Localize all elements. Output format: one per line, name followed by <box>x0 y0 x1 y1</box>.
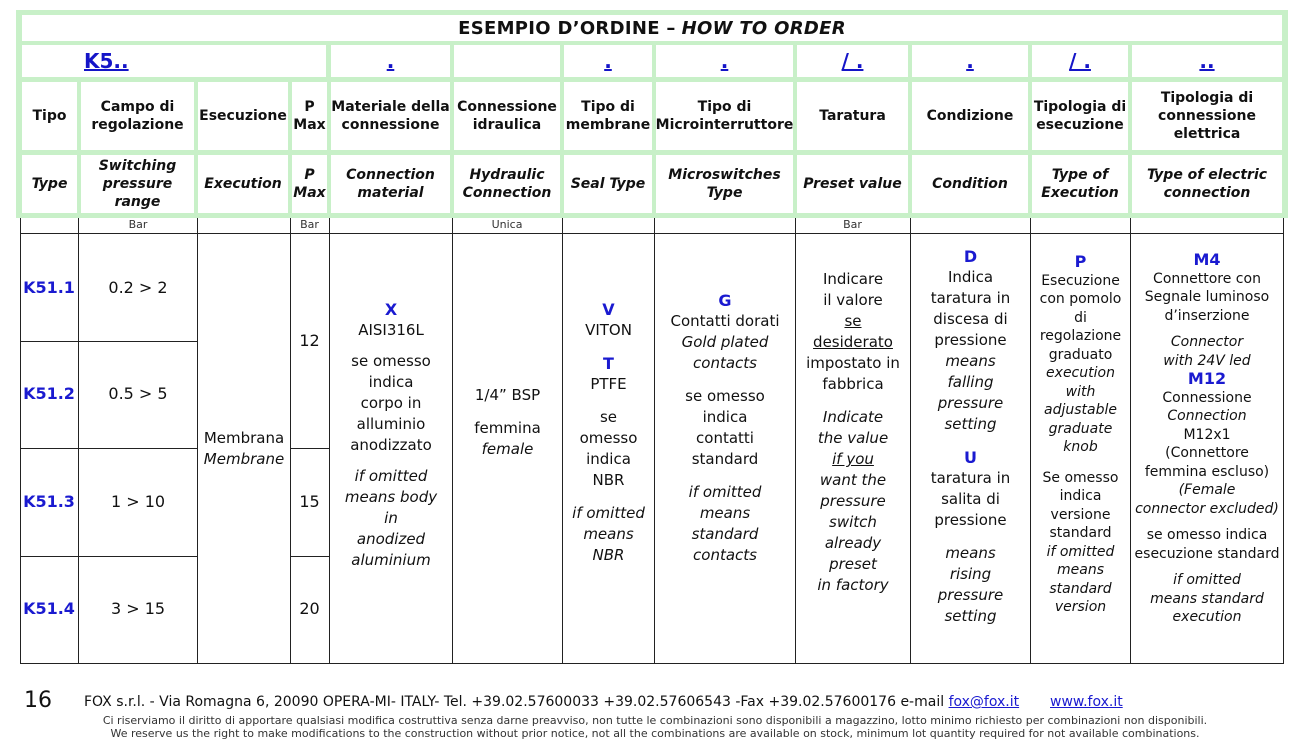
hdr-it-type: Tipo <box>22 82 77 150</box>
microswitch-cell: G Contatti dorati Gold plated contacts se omesso indica contatti standard if omitted means standard contacts <box>670 291 780 564</box>
unit-range: Bar <box>128 218 148 231</box>
code-electric: .. <box>1132 45 1282 77</box>
hdr-en-execution: Execution <box>198 155 288 213</box>
seal-cell: V VITON T PTFE se omesso indica NBR if omitted means NBR <box>572 300 645 564</box>
hdr-it-exec-type: Tipologia di esecuzione <box>1032 82 1128 150</box>
hdr-en-condition: Condition <box>912 155 1028 213</box>
unit-pmax: Bar <box>300 218 319 231</box>
title-it: ESEMPIO D’ORDINE – <box>458 17 676 39</box>
title-en: HOW TO ORDER <box>681 17 846 39</box>
hdr-en-pmax: P Max <box>292 155 327 213</box>
exec-type-cell: P Esecuzione con pomolo di regolazione graduato execution with adjustable graduate knob Se omesso indica versione standard if omitted means standard version <box>1039 252 1122 615</box>
page-title <box>22 15 1282 41</box>
contact-line: FOX s.r.l. - Via Romagna 6, 20090 OPERA-MI- ITALY- Tel. +39.02.57600033 +39.02.57606543 -Fax +39.02.57600176 e-mail fox@fox.it www.fox.it <box>84 694 1123 710</box>
row-type-1: K51.1 <box>23 278 75 297</box>
hdr-it-condition: Condizione <box>912 82 1028 150</box>
hdr-it-material: Materiale della connessione <box>331 82 450 150</box>
hdr-it-electric: Tipologia di connessione elettrica <box>1132 82 1282 150</box>
code-hydraulic <box>454 45 560 77</box>
hdr-it-execution: Esecuzione <box>198 82 288 150</box>
page-number: 16 <box>24 688 52 713</box>
code-condition: . <box>912 45 1028 77</box>
row-range-2: 0.5 > 5 <box>108 384 168 403</box>
code-microswitch: . <box>656 45 793 77</box>
hydraulic-cell: 1/4” BSP femmina female <box>474 386 541 458</box>
material-cell: X AISI316L se omesso indica corpo in alluminio anodizzato if omitted means body in anodized aluminium <box>344 300 438 569</box>
hdr-it-preset: Taratura <box>797 82 908 150</box>
code-preset: / . <box>797 45 908 77</box>
unit-preset: Bar <box>843 218 862 231</box>
code-seal: . <box>564 45 652 77</box>
row-range-1: 0.2 > 2 <box>108 278 168 297</box>
row-range-4: 3 > 15 <box>110 599 166 618</box>
hdr-en-range: Switching pressure range <box>81 155 194 213</box>
row-type-4: K51.4 <box>23 599 75 618</box>
condition-cell: D Indica taratura in discesa di pressione means falling pressure setting U taratura in salita di pressione means rising pressure setting <box>930 247 1011 625</box>
pmax-2: 15 <box>299 492 320 511</box>
code-material: . <box>331 45 450 77</box>
hdr-en-exec-type: Type of Execution <box>1032 155 1128 213</box>
hdr-it-seal: Tipo di membrane <box>564 82 652 150</box>
execution-cell: Membrana Membrane <box>203 429 285 468</box>
hdr-en-material: Connection material <box>331 155 450 213</box>
code-exec-type: / . <box>1032 45 1128 77</box>
code-base: K5.. <box>22 45 326 77</box>
unit-hydraulic: Unica <box>491 218 523 231</box>
disclaimer-it: Ci riserviamo il diritto di apportare qualsiasi modifica costruttiva senza darne preavviso, non tutte le combinazioni sono disponibili a magazzino, lotto minimo richiesto per combinazioni non disponibili. <box>102 714 1208 727</box>
hdr-en-type: Type <box>22 155 77 213</box>
pmax-1: 12 <box>299 331 320 350</box>
hdr-it-pmax: P Max <box>292 82 327 150</box>
row-type-2: K51.2 <box>23 384 75 403</box>
hdr-en-microswitch: Microswitches Type <box>656 155 793 213</box>
disclaimer-en: We reserve us the right to make modifications to the construction without prior notice, not all the combinations are available on stock, minimum lot quantity required for not available combinations. <box>110 727 1200 740</box>
hdr-en-hydraulic: Hydraulic Connection <box>454 155 560 213</box>
hdr-it-microswitch: Tipo di Microinterruttore <box>656 82 793 150</box>
email-link[interactable]: fox@fox.it <box>948 694 1020 710</box>
row-range-3: 1 > 10 <box>110 492 166 511</box>
pmax-3: 20 <box>299 599 320 618</box>
electric-cell: M4 Connettore con Segnale luminoso d’inserzione Connector with 24V led M12 Connessione Connection M12x1 (Connettore femmina escluso) (Female connector excluded) se omesso indica esecuzione standard if omitted means standard execution <box>1134 250 1280 625</box>
hdr-en-electric: Type of electric connection <box>1132 155 1282 213</box>
hdr-it-hydraulic: Connessione idraulica <box>454 82 560 150</box>
row-type-3: K51.3 <box>23 492 75 511</box>
hdr-en-preset: Preset value <box>797 155 908 213</box>
website-link[interactable]: www.fox.it <box>1050 694 1123 710</box>
hdr-it-range: Campo di regolazione <box>81 82 194 150</box>
preset-cell: Indicare il valore se desiderato impostato in fabbrica Indicate the value if you want the pressure switch already preset in factory <box>806 270 900 594</box>
hdr-en-seal: Seal Type <box>564 155 652 213</box>
